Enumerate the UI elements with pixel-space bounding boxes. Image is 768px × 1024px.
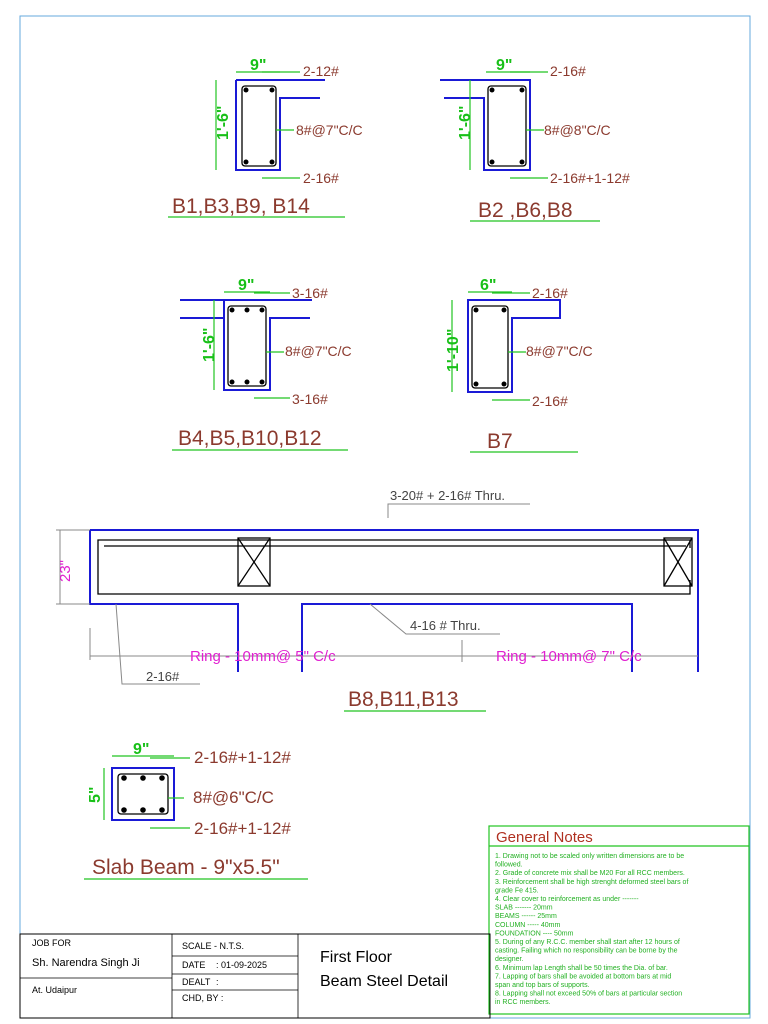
section-b7 (445, 277, 593, 453)
section-b2-stirrup (488, 86, 526, 166)
elevation-depth: 23" (57, 559, 74, 582)
section-b7-stirrup-label: 8#@7"C/C (526, 343, 593, 359)
section-b1-bottom-bars: 2-16# (303, 170, 339, 186)
note-line: FOUNDATION ---- 50mm (495, 930, 574, 938)
note-line: 6. Minimum lap Length shall be 50 times the Dia. of bar. (495, 964, 668, 972)
dealt-value: : (216, 977, 219, 987)
elevation-title: B8,B11,B13 (348, 688, 459, 711)
note-line: 8. Lapping shall not exceed 50% of bars at particular section (495, 990, 683, 998)
client-name: Sh. Narendra Singh Ji (32, 957, 140, 969)
slab-beam-title: Slab Beam - 9"x5.5" (92, 856, 280, 879)
note-line: designer. (495, 956, 524, 964)
top-note-leader (388, 504, 530, 518)
section-b2-stirrup-label: 8#@8"C/C (544, 122, 611, 138)
section-b1-depth: 1'-6" (215, 105, 232, 140)
section-b4-depth: 1'-6" (201, 327, 218, 362)
note-line: grade Fe 415. (495, 887, 539, 895)
section-b7-stirrup (472, 306, 508, 388)
section-b2 (440, 57, 630, 222)
beam-elevation (56, 488, 698, 711)
note-line: 5. During of any R.C.C. member shall start after 12 hours of (495, 939, 680, 946)
dealt-label: DEALT (182, 977, 211, 987)
note-line: span and top bars of supports. (495, 982, 590, 989)
slab-beam-top-bars: 2-16#+1-12# (194, 748, 291, 767)
scale-label: SCALE - N.T.S. (182, 941, 245, 951)
section-b7-top-bars: 2-16# (532, 285, 568, 301)
section-b2-top-bars: 2-16# (550, 63, 586, 79)
section-b4-title: B4,B5,B10,B12 (178, 427, 322, 450)
section-b1-width: 9" (250, 57, 267, 74)
ring-right: Ring - 10mm@ 7" C/c (496, 648, 642, 665)
section-b2-outline (440, 80, 530, 170)
section-b1-stirrup (242, 86, 276, 166)
note-line: COLUMN ----- 40mm (495, 921, 561, 929)
section-b2-width: 9" (496, 57, 513, 74)
title-block (20, 934, 490, 1018)
elevation-bottom-note: 4-16 # Thru. (410, 618, 481, 633)
section-b1-stirrup-label: 8#@7"C/C (296, 122, 363, 138)
slab-beam-section (84, 741, 308, 879)
elevation-extra-bar: 2-16# (146, 669, 180, 684)
section-b7-width: 6" (480, 277, 497, 294)
section-b1-title: B1,B3,B9, B14 (172, 195, 310, 218)
section-b7-title: B7 (487, 430, 513, 453)
notes-heading: General Notes (496, 829, 593, 846)
slab-beam-depth: 5" (87, 786, 104, 803)
section-b4-bottom-bars: 3-16# (292, 391, 328, 407)
section-b7-bottom-bars: 2-16# (532, 393, 568, 409)
date-value: : 01-09-2025 (216, 960, 268, 970)
section-b1-top-bars: 2-12# (303, 63, 339, 79)
note-line: followed. (495, 861, 523, 869)
checked-by-label: CHD, BY : (182, 993, 224, 1003)
note-line: 2. Grade of concrete mix shall be M20 For all RCC members. (495, 870, 685, 878)
note-line: BEAMS ------ 25mm (495, 913, 557, 921)
note-line: in RCC members. (495, 999, 551, 1007)
slab-beam-stirrup-label: 8#@6"C/C (193, 788, 274, 807)
section-b7-depth: 1'-10" (445, 328, 462, 372)
section-b1 (168, 57, 363, 218)
note-line: 3. Reinforcement shall be high strenght deformed steel bars of (495, 878, 689, 886)
general-notes (489, 826, 749, 1014)
note-line: 1. Drawing not to be scaled only written dimensions are to be (495, 853, 685, 860)
section-b4-top-bars: 3-16# (292, 285, 328, 301)
elevation-top-bar (98, 540, 690, 594)
date-label: DATE (182, 960, 206, 970)
section-b4-width: 9" (238, 277, 255, 294)
slab-beam-bottom-bars: 2-16#+1-12# (194, 819, 291, 838)
ring-left: Ring - 10mm@ 5" C/c (190, 648, 336, 665)
note-line: 4. Clear cover to reinforcement as under ------- (495, 896, 639, 903)
section-b2-bottom-bars: 2-16#+1-12# (550, 170, 630, 186)
section-b2-title: B2 ,B6,B8 (478, 199, 573, 222)
drawing-title-line-2: Beam Steel Detail (320, 973, 449, 990)
slab-beam-width: 9" (133, 741, 150, 758)
section-b2-depth: 1'-6" (457, 105, 474, 140)
section-b4-stirrup (228, 306, 266, 386)
note-line: casting. Failing which no responsibility can be borne by the (495, 947, 678, 955)
job-location: At. Udaipur (32, 985, 78, 995)
elevation-top-note: 3-20# + 2-16# Thru. (390, 488, 506, 503)
job-for-label: JOB FOR (32, 938, 72, 948)
note-line: SLAB ------- 20mm (495, 904, 553, 912)
section-b4 (172, 277, 352, 450)
note-line: 7. Lapping of bars shall be avoided at bottom bars at mid (495, 973, 672, 981)
notes-list (495, 853, 688, 1006)
drawing-title-line-1: First Floor (320, 949, 392, 966)
section-b4-stirrup-label: 8#@7"C/C (285, 343, 352, 359)
